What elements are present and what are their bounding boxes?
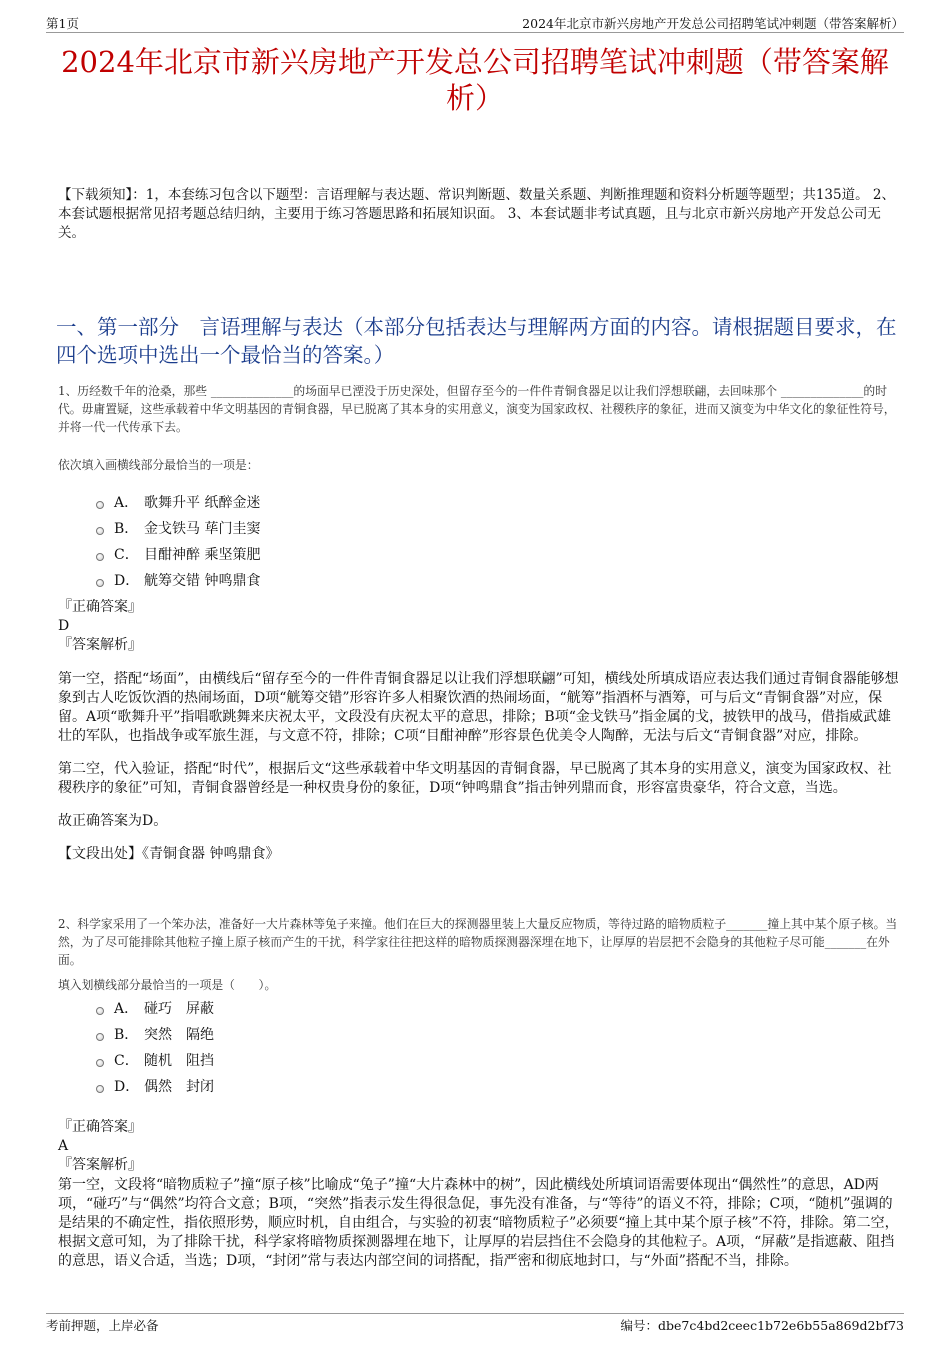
q1-option-a[interactable]: A． 歌舞升平 纸醉金迷 — [96, 489, 260, 515]
page-header — [46, 14, 904, 33]
q2-option-a[interactable]: A． 碰巧 屏蔽 — [96, 995, 214, 1021]
q1-options — [96, 489, 260, 593]
analysis-paragraph: 第一空，搭配“场面”，由横线后“留存至今的一件件青铜食器足以让我们浮想联翩”可知，横线处所填成语应表达我们通过青铜食器能够想象到古人吃饭饮酒的热闹场面，D项“觥筹交错”形容许多人相聚饮酒的热闹场面，“觥筹”指酒杯与酒筹，可与后文“青铜食器”对应，保留。A项“歌舞升平”指唱歌跳舞来庆祝太平，文段没有庆祝太平的意思，排除；B项“金戈铁马”指金属的戈，披铁甲的战马，借指威武雄壮的军队，也指战争或军旅生涯，与文意不符，排除；C项“目酣神醉”形容景色优美令人陶醉，无法与后文“青铜食器”对应，排除。 — [58, 671, 899, 744]
analysis-label: 『答案解析』 — [58, 1157, 142, 1173]
q2-stem: 2、科学家采用了一个笨办法，准备好一大片森林等兔子来撞。他们在巨大的探测器里装上大量反应物质，等待过路的暗物质粒子_______撞上其中某个原子核。当然，为了尽可能排除其他粒子撞上原子核而产生的干扰，科学家往往把这样的暗物质探测器深埋在地下，让厚厚的岩层把不会隐身的其他粒子尽可能_______在外面。 — [58, 917, 898, 967]
q2-option-c[interactable]: C． 随机 阻挡 — [96, 1047, 214, 1073]
radio-icon[interactable] — [96, 527, 104, 535]
analysis-paragraph: 故正确答案为D。 — [58, 813, 168, 829]
q2-options — [96, 995, 214, 1099]
answer-label: 『正确答案』 — [58, 599, 142, 615]
radio-icon[interactable] — [96, 1033, 104, 1041]
radio-icon[interactable] — [96, 553, 104, 561]
header-doc-title: 2024年北京市新兴房地产开发总公司招聘笔试冲刺题（带答案解析） — [522, 16, 904, 31]
radio-icon[interactable] — [96, 579, 104, 587]
analysis-paragraph: 第二空，代入验证，搭配“时代”，根据后文“这些承载着中华文明基因的青铜食器，早已脱离了其本身的实用意义，演变为国家政权、社稷秩序的象征”可知，青铜食器曾经是一种权贵身份的象征，D项“钟鸣鼎食”指击钟列鼎而食，形容富贵豪华，符合文意，当选。 — [58, 761, 892, 796]
document-title: 2024年北京市新兴房地产开发总公司招聘笔试冲刺题（带答案解析） — [61, 45, 889, 115]
radio-icon[interactable] — [96, 501, 104, 509]
footer-doc-id: 编号：dbe7c4bd2ceec1b72e6b55a869d2bf73 — [620, 1318, 904, 1333]
footer-slogan: 考前押题，上岸必备 — [46, 1318, 159, 1333]
radio-icon[interactable] — [96, 1059, 104, 1067]
q2-answer-block — [58, 1118, 142, 1175]
answer-label: 『正确答案』 — [58, 1119, 142, 1135]
radio-icon[interactable] — [96, 1085, 104, 1093]
section-heading: 一、第一部分 言语理解与表达（本部分包括表达与理解两方面的内容。请根据题目要求，在四个选项中选出一个最恰当的答案。） — [56, 315, 897, 367]
page-number: 第1页 — [46, 16, 79, 31]
q2-option-d[interactable]: D． 偶然 封闭 — [96, 1073, 214, 1099]
answer-value: D — [58, 618, 70, 634]
radio-icon[interactable] — [96, 1007, 104, 1015]
source-note: 【文段出处】《青铜食器 钟鸣鼎食》 — [58, 846, 280, 862]
q1-option-c[interactable]: C． 目酣神醉 乘坚策肥 — [96, 541, 260, 567]
q1-answer-block — [58, 598, 142, 655]
q1-prompt: 依次填入画横线部分最恰当的一项是： — [58, 458, 259, 472]
answer-value: A — [58, 1138, 69, 1154]
q1-option-b[interactable]: B． 金戈铁马 荜门圭窦 — [96, 515, 260, 541]
q2-analysis: 第一空，文段将“暗物质粒子”撞“原子核”比喻成“兔子”撞“大片森林中的树”，因此横线处所填词语需要体现出“偶然性”的意思，AD两项，“碰巧”与“偶然”均符合文意；B项，“突然”指表示发生得很急促，事先没有准备，与“等待”的语义不符，排除；C项，“随机”强调的是结果的不确定性，指依照形势，顺应时机，自由组合，与实验的初衷“暗物质粒子”必须要“撞上其中某个原子核”不符，排除。第二空，根据文意可知，为了排除干扰，科学家将暗物质探测器埋在地下，让厚厚的岩层挡住不会隐身的其他粒子。A项，“屏蔽”是指遮蔽、阻挡的意思，语义合适，当选；D项，“封闭”常与表达内部空间的词搭配，指严密和彻底地封口，与“外面”搭配不当，排除。 — [58, 1177, 899, 1269]
q1-stem: 1、历经数千年的沧桑，那些 ______________的场面早已湮没于历史深处，但留存至今的一件件青铜食器足以让我们浮想联翩，去回味那个 ______________的时代。毋庸置疑，这些承载着中华文明基因的青铜食器，早已脱离了其本身的实用意义，演变为国家政权、社稷秩序的象征，进而又演变为中华文化的象征性符号，并将一代一代传承下去。 — [58, 384, 896, 434]
q2-option-b[interactable]: B． 突然 隔绝 — [96, 1021, 214, 1047]
q1-option-d[interactable]: D． 觥筹交错 钟鸣鼎食 — [96, 567, 260, 593]
page-footer — [46, 1313, 904, 1334]
q2-prompt: 填入划横线部分最恰当的一项是（ ）。 — [58, 978, 277, 992]
analysis-label: 『答案解析』 — [58, 637, 142, 653]
download-notice: 【下载须知】：1，本套练习包含以下题型：言语理解与表达题、常识判断题、数量关系题、判断推理题和资料分析题等题型；共135道。 2、本套试题根据常见招考题总结归纳，主要用于练习答题思路和拓展知识面。 3、本套试题非考试真题，且与北京市新兴房地产开发总公司无关。 — [58, 187, 895, 241]
q1-analysis — [58, 670, 904, 864]
